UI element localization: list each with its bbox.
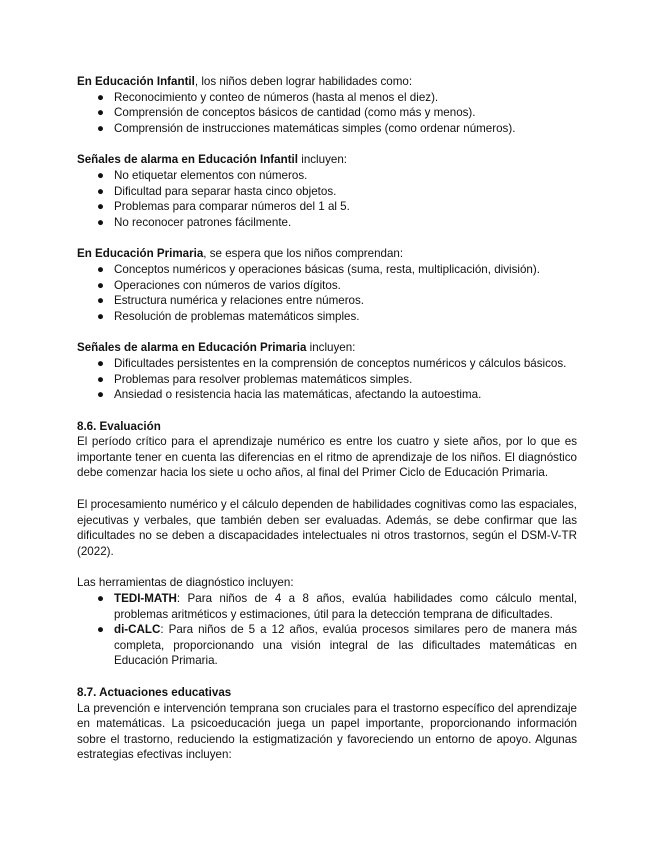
list-item xyxy=(77,278,577,294)
list-item-text: No reconocer patrones fácilmente. xyxy=(114,215,292,229)
bullet-icon: ● xyxy=(97,200,105,214)
bullet-list xyxy=(77,356,577,403)
bullet-icon: ● xyxy=(97,215,105,229)
document-page xyxy=(77,74,577,763)
section-primaria-skills xyxy=(77,246,577,324)
bullet-icon: ● xyxy=(97,262,105,276)
list-item-text: No etiquetar elementos con números. xyxy=(114,168,308,182)
paragraph: El procesamiento numérico y el cálculo dependen de habilidades cognitivas como las espaciales, ejecutivas y verbales, que también deben ser evaluadas. Además, se debe confirmar que las dificultades no se deben a discapacidades intelectuales ni otros trastornos, según el DSM-V-TR (2022). xyxy=(77,498,577,558)
section-lead xyxy=(77,152,577,168)
lead-bold: Señales de alarma en Educación Infantil xyxy=(77,153,299,167)
bullet-icon: ● xyxy=(97,623,105,637)
list-item-text: Operaciones con números de varios dígitos. xyxy=(114,278,341,292)
section-heading: 8.7. Actuaciones educativas xyxy=(77,686,232,699)
section-heading: 8.6. Evaluación xyxy=(77,419,161,433)
bullet-list xyxy=(77,168,577,230)
lead-bold: Señales de alarma en Educación Primaria xyxy=(77,341,307,355)
bullet-icon: ● xyxy=(97,372,105,386)
tool-desc: : Para niños de 5 a 12 años, evalúa procesos similares pero de manera más completa, proporcionando una visión integral de las dificultades matemáticas en Educación Primaria. xyxy=(114,623,577,668)
paragraph: El período crítico para el aprendizaje numérico es entre los cuatro y siete años, por lo que es importante tener en cuenta las diferencias en el ritmo de aprendizaje de los niños. El diagnóstico debe comenzar hacia los siete u ocho años, al final del Primer Ciclo de Educación Primaria. xyxy=(77,435,577,480)
list-item-text xyxy=(114,622,577,669)
lead-rest: , se espera que los niños comprendan: xyxy=(203,247,404,261)
list-item xyxy=(77,262,577,278)
bullet-icon: ● xyxy=(97,90,105,104)
lead-bold: En Educación Primaria xyxy=(77,247,204,261)
tool-desc: : Para niños de 4 a 8 años, evalúa habilidades como cálculo mental, problemas aritméticos y estimaciones, útil para la detección temprana de dificultades. xyxy=(114,592,577,621)
list-item xyxy=(77,105,577,121)
bullet-list xyxy=(77,90,577,137)
section-infantil-skills xyxy=(77,74,577,136)
list-item-text: Estructura numérica y relaciones entre números. xyxy=(114,294,365,308)
list-item-text: Reconocimiento y conteo de números (hasta al menos el diez). xyxy=(114,90,439,104)
section-infantil-alarms xyxy=(77,152,577,230)
bullet-icon: ● xyxy=(97,168,105,182)
lead-rest: incluyen: xyxy=(306,341,356,355)
list-item-text: Dificultad para separar hasta cinco objetos. xyxy=(114,184,337,198)
section-lead xyxy=(77,340,577,356)
lead-rest: incluyen: xyxy=(298,153,347,167)
lead-rest: , los niños deben lograr habilidades como: xyxy=(194,75,413,88)
section-actions xyxy=(77,685,577,763)
list-item xyxy=(77,168,577,184)
list-item xyxy=(77,387,577,403)
bullet-icon: ● xyxy=(97,184,105,198)
bullet-icon: ● xyxy=(97,121,105,135)
list-item xyxy=(77,309,577,325)
list-item-text: Problemas para resolver problemas matemáticos simples. xyxy=(114,372,413,386)
list-item-text: Ansiedad o resistencia hacia las matemáticas, afectando la autoestima. xyxy=(114,388,482,402)
list-item xyxy=(77,199,577,215)
bullet-icon: ● xyxy=(97,592,105,606)
lead-bold: En Educación Infantil xyxy=(77,75,195,88)
list-item xyxy=(77,121,577,137)
list-item-text: Dificultades persistentes en la comprensión de conceptos numéricos y cálculos básicos. xyxy=(114,356,567,370)
list-item-text xyxy=(114,591,577,622)
list-item-text: Comprensión de instrucciones matemáticas simples (como ordenar números). xyxy=(114,121,516,135)
list-item xyxy=(77,591,577,622)
tool-name: TEDI-MATH xyxy=(114,592,177,606)
bullet-icon: ● xyxy=(97,278,105,292)
list-item-text: Problemas para comparar números del 1 al 5. xyxy=(114,200,350,214)
tools-intro: Las herramientas de diagnóstico incluyen: xyxy=(77,576,294,590)
list-item-text: Resolución de problemas matemáticos simples. xyxy=(114,309,360,323)
section-lead xyxy=(77,246,577,262)
list-item xyxy=(77,90,577,106)
bullet-icon: ● xyxy=(97,294,105,308)
list-item-text: Comprensión de conceptos básicos de cantidad (como más y menos). xyxy=(114,106,476,120)
bullet-icon: ● xyxy=(97,106,105,120)
tool-name: di-CALC xyxy=(114,623,161,637)
bullet-icon: ● xyxy=(97,388,105,402)
tools-list xyxy=(77,591,577,669)
list-item xyxy=(77,184,577,200)
list-item xyxy=(77,622,577,669)
section-lead xyxy=(77,74,577,90)
section-evaluation xyxy=(77,419,577,669)
list-item xyxy=(77,293,577,309)
list-item-text: Conceptos numéricos y operaciones básicas (suma, resta, multiplicación, división). xyxy=(114,262,540,276)
bullet-icon: ● xyxy=(97,309,105,323)
list-item xyxy=(77,215,577,231)
bullet-icon: ● xyxy=(97,356,105,370)
paragraph: La prevención e intervención temprana son cruciales para el trastorno específico del aprendizaje en matemáticas. La psicoeducación juega un papel importante, proporcionando información sobre el trastorno, reduciendo la estigmatización y favoreciendo un entorno de apoyo. Algunas estrategias efectivas incluyen: xyxy=(77,701,577,762)
section-primaria-alarms xyxy=(77,340,577,402)
list-item xyxy=(77,372,577,388)
bullet-list xyxy=(77,262,577,324)
list-item xyxy=(77,356,577,372)
